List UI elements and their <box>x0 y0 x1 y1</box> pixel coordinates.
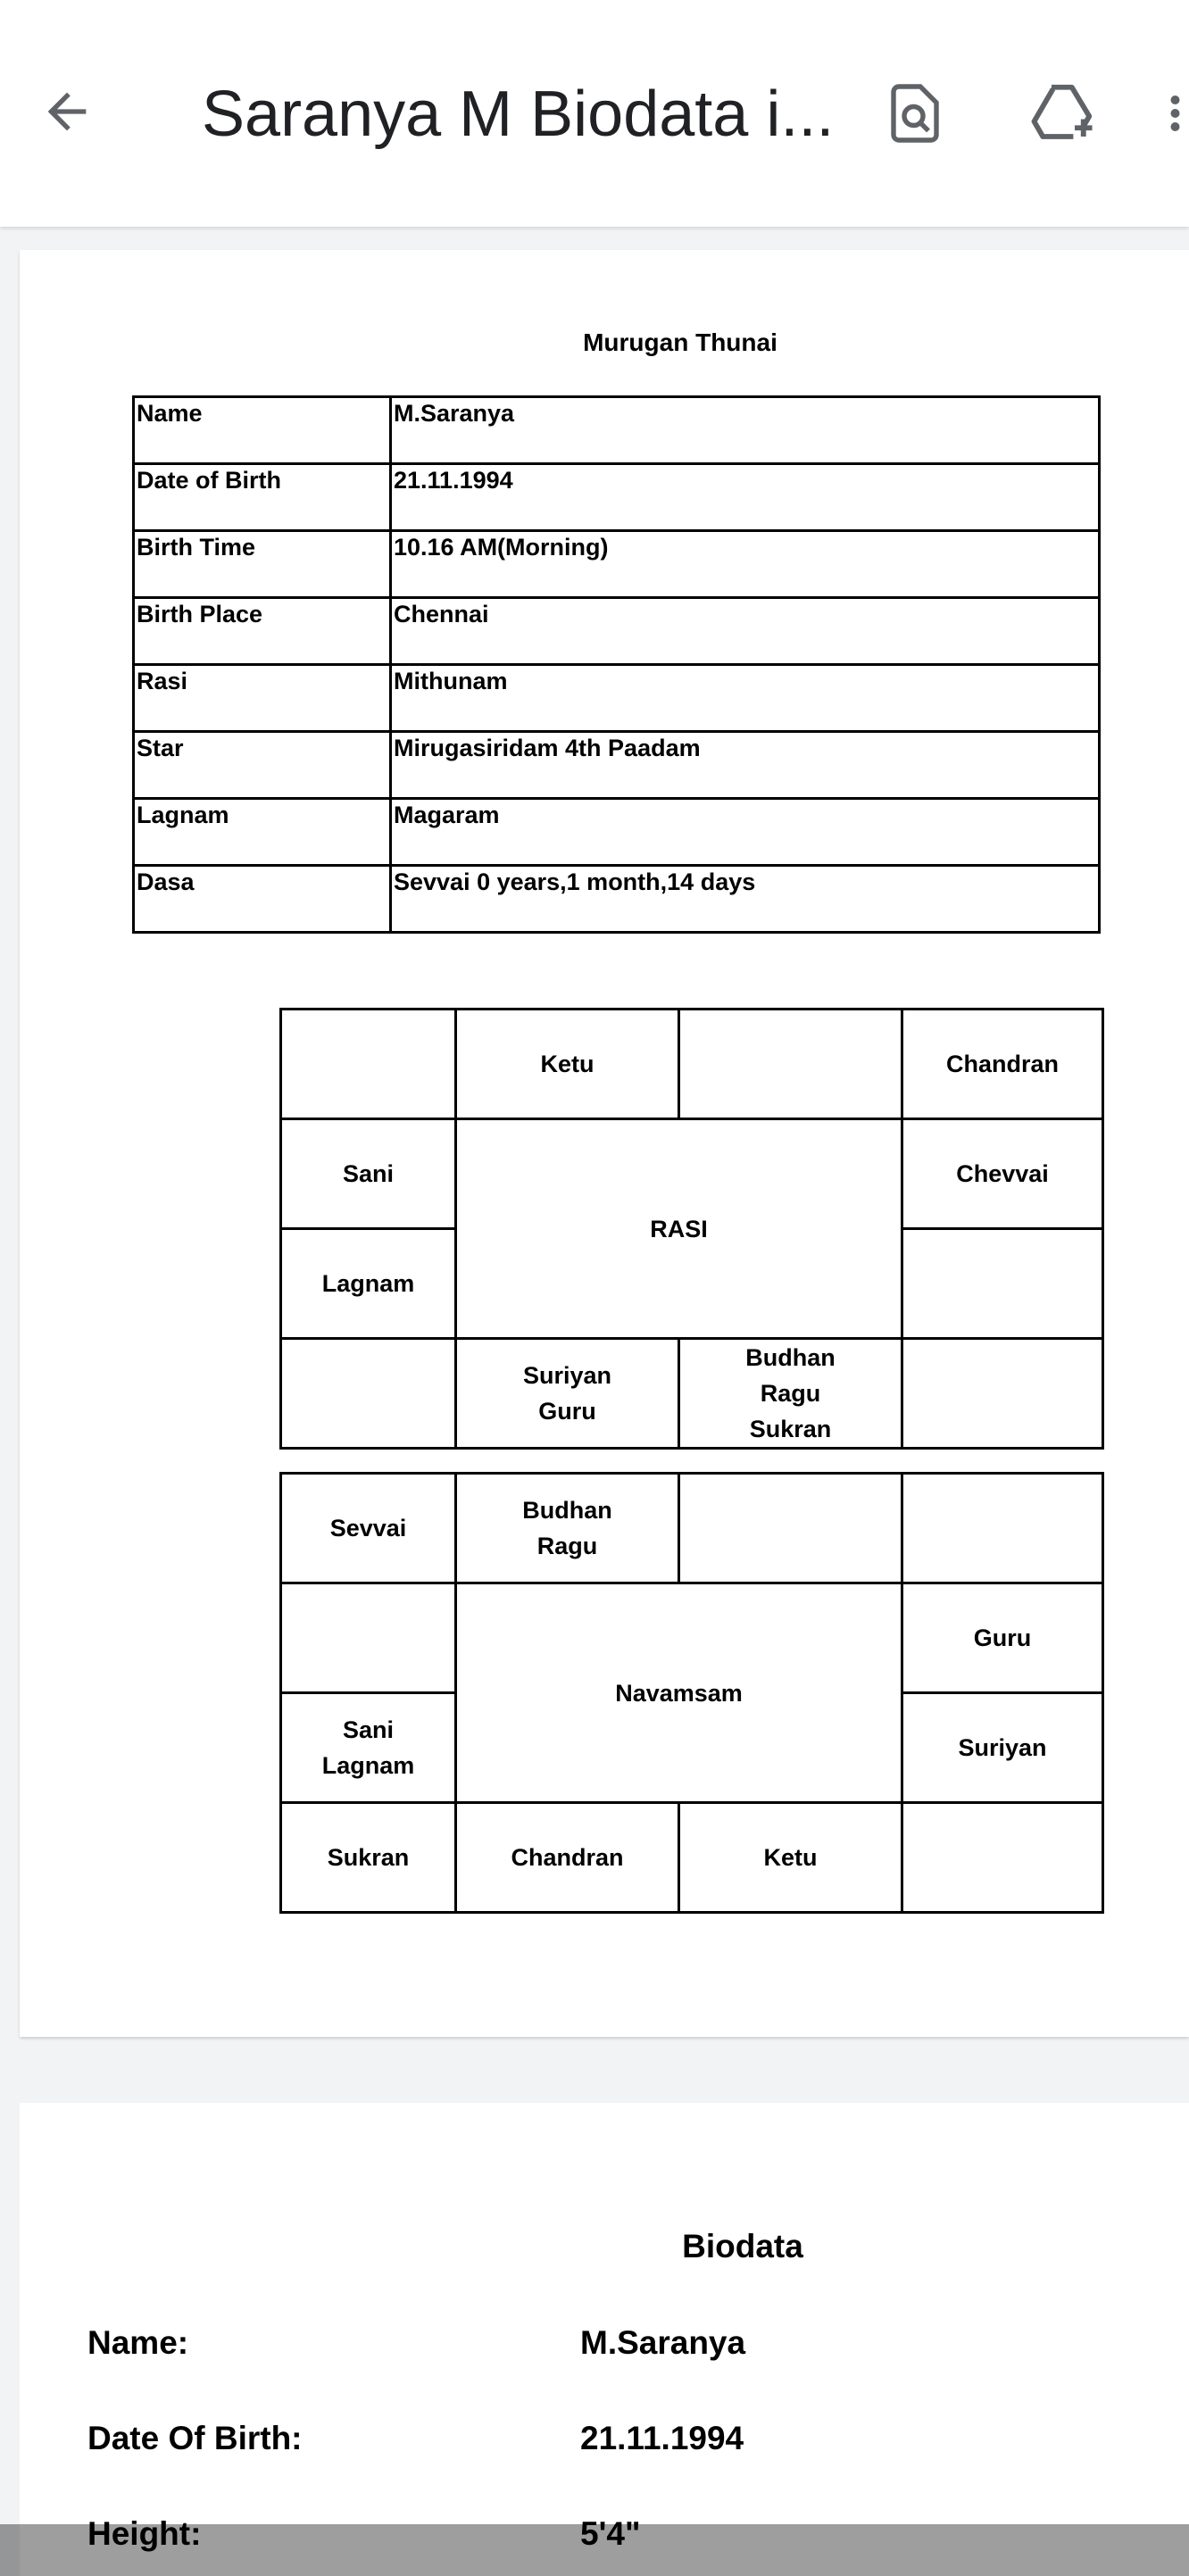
chart-cell: Chandran <box>902 1010 1103 1119</box>
chart-cell: Guru <box>902 1583 1103 1693</box>
chart-cell <box>456 1339 679 1449</box>
bio-value: M.Saranya <box>580 2324 746 2361</box>
chart-cell <box>902 1229 1103 1339</box>
chart-cell-line: Lagnam <box>321 1752 415 1779</box>
chart-center-label: RASI <box>456 1119 902 1339</box>
app-toolbar <box>0 0 1189 227</box>
table-row <box>134 598 1100 665</box>
info-value: 10.16 AM(Morning) <box>391 531 1100 598</box>
info-label: Date of Birth <box>134 464 391 531</box>
chart-cell <box>902 1474 1103 1583</box>
back-button[interactable] <box>27 71 107 152</box>
chart-cell <box>281 1010 456 1119</box>
page-heading: Biodata <box>682 2228 803 2264</box>
chart-cell: Ketu <box>679 1803 902 1913</box>
table-row <box>134 866 1100 933</box>
info-value: Mirugasiridam 4th Paadam <box>391 732 1100 799</box>
table-row <box>134 397 1100 464</box>
chart-cell-line: Ragu <box>536 1533 598 1559</box>
info-value: Magaram <box>391 799 1100 866</box>
more-options-button[interactable] <box>1166 73 1189 154</box>
info-label: Birth Place <box>134 598 391 665</box>
document-title: Saranya M Biodata i... <box>202 79 835 150</box>
chart-cell: Sukran <box>281 1803 456 1913</box>
chart-cell-line: Sukran <box>749 1416 832 1442</box>
bio-value: 5'4" <box>580 2515 641 2552</box>
info-value: Chennai <box>391 598 1100 665</box>
more-vert-icon <box>1166 87 1189 140</box>
chart-cell <box>281 1693 456 1803</box>
chart-cell-line: Sani <box>342 1716 395 1743</box>
chart-cell-line: Budhan <box>522 1497 612 1524</box>
chart-cell <box>902 1339 1103 1449</box>
chart-cell: Ketu <box>456 1010 679 1119</box>
bio-label: Height: <box>87 2515 202 2552</box>
chart-cell-line: Budhan <box>745 1344 836 1371</box>
info-value: 21.11.1994 <box>391 464 1100 531</box>
arrow-back-icon <box>38 83 96 140</box>
chart-cell-line: Guru <box>538 1398 596 1425</box>
table-row <box>134 665 1100 732</box>
table-row <box>134 732 1100 799</box>
navamsam-chart <box>279 1472 1104 1914</box>
add-to-drive-icon <box>1028 79 1098 148</box>
find-in-page-icon <box>883 81 947 145</box>
find-in-page-button[interactable] <box>875 73 955 154</box>
bio-value: 21.11.1994 <box>580 2420 744 2456</box>
chart-cell: Sani <box>281 1119 456 1229</box>
document-page-1 <box>20 250 1189 2037</box>
bottom-overlay <box>0 2524 1189 2576</box>
chart-cell <box>902 1803 1103 1913</box>
chart-cell-line: Suriyan <box>522 1362 612 1389</box>
chart-cell <box>281 1583 456 1693</box>
info-label: Rasi <box>134 665 391 732</box>
chart-cell <box>456 1474 679 1583</box>
chart-cell: Chevvai <box>902 1119 1103 1229</box>
table-row <box>134 464 1100 531</box>
info-label: Lagnam <box>134 799 391 866</box>
info-label: Birth Time <box>134 531 391 598</box>
chart-cell <box>679 1339 902 1449</box>
bio-label: Name: <box>87 2324 189 2361</box>
chart-cell <box>281 1339 456 1449</box>
chart-cell: Chandran <box>456 1803 679 1913</box>
table-row <box>134 799 1100 866</box>
chart-cell <box>679 1010 902 1119</box>
chart-center-label: Navamsam <box>456 1583 902 1803</box>
chart-cell-line: Ragu <box>760 1380 821 1407</box>
page-heading: Murugan Thunai <box>583 328 777 356</box>
info-value: Sevvai 0 years,1 month,14 days <box>391 866 1100 933</box>
document-page-2 <box>20 2103 1189 2576</box>
horoscope-info-table <box>132 395 1101 934</box>
rasi-chart <box>279 1008 1104 1450</box>
info-value: Mithunam <box>391 665 1100 732</box>
table-row <box>134 531 1100 598</box>
info-value: M.Saranya <box>391 397 1100 464</box>
info-label: Dasa <box>134 866 391 933</box>
info-label: Name <box>134 397 391 464</box>
chart-cell: Suriyan <box>902 1693 1103 1803</box>
bio-label: Date Of Birth: <box>87 2420 303 2456</box>
chart-cell: Lagnam <box>281 1229 456 1339</box>
chart-cell <box>679 1474 902 1583</box>
chart-cell: Sevvai <box>281 1474 456 1583</box>
info-label: Star <box>134 732 391 799</box>
add-to-drive-button[interactable] <box>1023 73 1103 154</box>
